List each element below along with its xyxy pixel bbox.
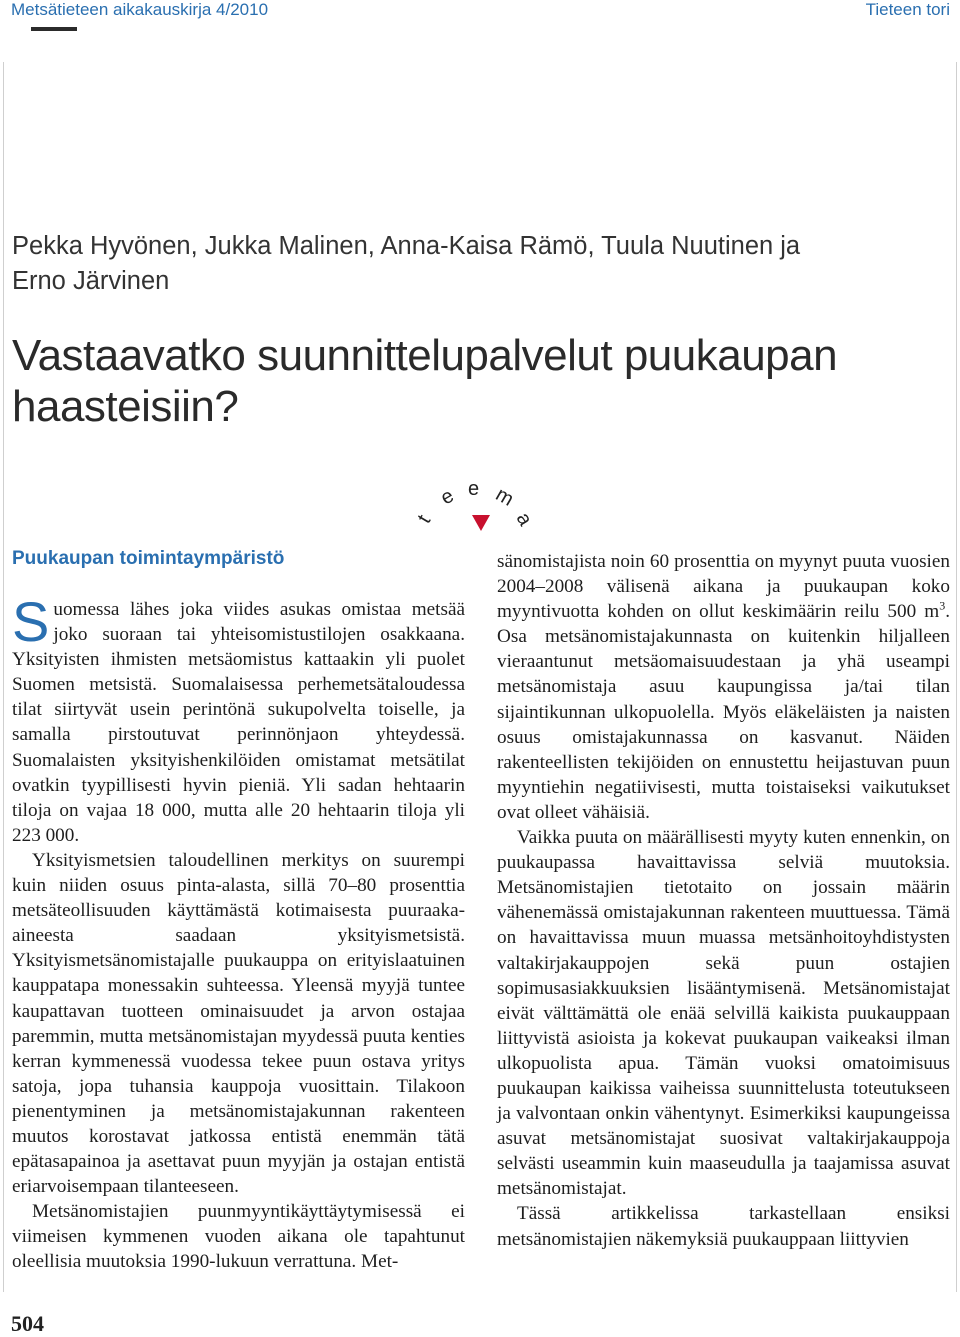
header-bar bbox=[31, 27, 77, 31]
article-title bbox=[12, 330, 942, 432]
teema-letter: t bbox=[413, 511, 436, 528]
title-line-1: Vastaavatko suunnittelupalvelut puukaupan bbox=[12, 331, 838, 380]
paragraph-text: sänomistajista noin 60 prosenttia on myynyt puuta vuosien 2004–2008 välisenä aikana ja puukaupan koko myyntivuotta kohden on ollut keskimäärin reilu 500 m bbox=[497, 551, 950, 623]
teema-logo bbox=[413, 472, 540, 534]
page-number: 504 bbox=[11, 1311, 44, 1336]
teema-letter: a bbox=[511, 508, 537, 530]
right-column bbox=[497, 549, 950, 1252]
authors-line-2: Erno Järvinen bbox=[12, 267, 170, 295]
teema-triangle-icon bbox=[472, 515, 490, 531]
title-line-2: haasteisiin? bbox=[12, 382, 239, 431]
section-name: Tieteen tori bbox=[865, 0, 950, 19]
superscript: 3 bbox=[939, 598, 946, 613]
teema-letter: m bbox=[491, 483, 518, 511]
left-column bbox=[12, 590, 465, 1275]
authors bbox=[12, 229, 892, 299]
paragraph: Metsänomistajien puunmyyntikäyttäytymisessä ei viimeisen kymmenen vuoden aikana ole tapahtunut oleellisia muutoksia 1990-lukuun verrattuna. Met- bbox=[12, 1201, 465, 1273]
teema-letter: e bbox=[468, 478, 480, 500]
section-heading: Puukaupan toimintaympäristö bbox=[12, 548, 285, 569]
paragraph bbox=[12, 590, 465, 848]
paragraph: Tässä artikkelissa tarkastellaan ensiksi metsänomistajien näkemyksiä puukauppaan liittyvien bbox=[497, 1203, 950, 1250]
paragraph-text: uomessa lähes joka viides asukas omistaa metsää joko suoraan tai yhteisomistustilojen osakkaana. Yksityisten ihmisten metsäomistus kattaakin yli puolet Suomen metsistä. Suomalaisessa perhemetsätaloudessa tilat siirtyvät usein perintönä sukupolvelta toiselle, ja samalla pirstoutuvat perinnönjaon yhteydessä. Suomalaisten yksityishenkilöiden omistamat metsätilat ovatkin tyypillisesti hyvin pieniä. Yli sadan hehtaarin tiloja on vajaa 18 000, mutta alle 20 hehtaarin tiloja yli 223 000. bbox=[12, 599, 465, 846]
authors-line-1: Pekka Hyvönen, Jukka Malinen, Anna-Kaisa Rämö, Tuula Nuutinen ja bbox=[12, 232, 801, 260]
drop-cap: S bbox=[12, 590, 50, 653]
left-margin-rule bbox=[3, 62, 4, 1292]
right-margin-rule bbox=[956, 62, 957, 1292]
journal-title: Metsätieteen aikakauskirja 4/2010 bbox=[11, 0, 269, 19]
paragraph bbox=[497, 549, 950, 825]
paragraph: Yksityismetsien taloudellinen merkitys on suurempi kuin niiden osuus pinta-alasta, sillä 70–80 prosenttia metsäteollisuuden käyttämästä kotimaisesta puuraaka-aineesta saadaan yksityismetsistä. Yksityismetsänomistajalle puukauppa on erityislaatuinen kauppatapa monessakin suhteessa. Yleensä myyjä tuntee kaupattavan tuotteen ominaisuudet ja arvon ostajaa paremmin, mutta metsänomistajan myydessä puuta kenties kerran kymmenessä vuodessa tekee puun ostava yritys satoja, jopa tuhansia kauppoja vuosittain. Tilakoon pienentyminen ja metsänomistajakunnan rakenteen muutos korostavat jatkossa entistä enemmän tätä epätasapainoa ja asettavat puun myyjän ja ostajan entistä eriarvoisempaan tilanteeseen. bbox=[12, 849, 465, 1198]
paragraph-text: . Osa metsänomistajakunnasta on kuitenkin hiljalleen vieraantunut metsäomaisuudestaan ja yhä useampi metsänomistaja asuu kaupungissa ja/tai tilan sijaintikunnan ulkopuolella. Myös eläkeläisten ja naisten osuus omistajakunnassa on kasvanut. Näiden rakenteellisten tekijöiden on ennustettu heijastuvan puun myyntiehin negatiivisesti, mutta toistaiseksi vaikutukset ovat olleet vähäisiä. bbox=[497, 601, 950, 823]
teema-letter: e bbox=[436, 484, 458, 510]
paragraph: Vaikka puuta on määrällisesti myyty kuten ennenkin, on puukaupassa havaittavissa selviä muutoksia. Metsänomistajien tietotaito on jossain määrin vähenemässä omistajakunnan rakenteen muuttuessa. Tämä on havaittavissa muun muassa metsänhoitoyhdistysten valtakirjakauppojen sekä puun ostajien sopimusasiakkuuksien lisääntymisenä. Metsänomistajat eivät välttämättä ole enää selvillä kaikista puukauppaan liittyvistä asioista ja kokevat puukaupan vaikeaksi ilman ulkopuolista apua. Tämän vuoksi omatoimisuus puukaupan kaikissa vaiheissa suunnittelusta toteutukseen ja valvontaan onkin vähentynyt. Esimerkiksi kaupungeissa asuvat metsänomistajat suosivat valtakirjakauppoja selvästi useammin kuin maaseudulla ja taajamissa asuvat metsänomistajat. bbox=[497, 827, 950, 1200]
